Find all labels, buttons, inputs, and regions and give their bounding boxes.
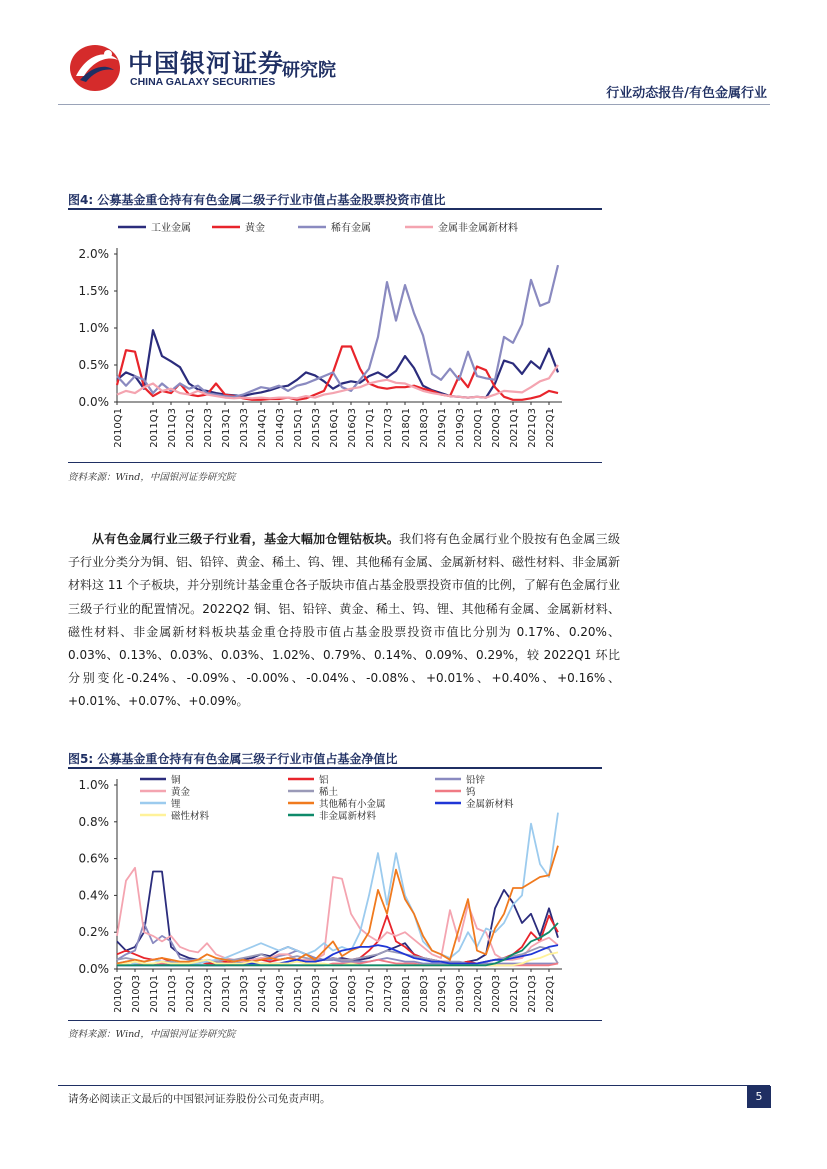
chart0-x-tick-label: 2018Q3 <box>419 408 430 448</box>
chart0-y-tick-label: 2.0% <box>78 247 109 261</box>
chart0-x-tick-label: 2018Q1 <box>401 408 412 448</box>
chart1-y-tick-label: 0.4% <box>78 888 109 903</box>
chart1-legend-label: 黄金 <box>171 787 191 798</box>
chart0-x-tick-label: 2017Q3 <box>383 408 394 448</box>
chart1-x-tick-label: 2017Q3 <box>383 975 394 1013</box>
chart1-x-tick-label: 2013Q3 <box>239 975 250 1013</box>
logo-chinese-name: 中国银河证券 <box>128 49 285 78</box>
chart1-legend-label: 金属新材料 <box>466 799 514 810</box>
chart0-x-tick-label: 2014Q3 <box>275 408 286 448</box>
company-logo <box>68 40 358 100</box>
chart0-x-tick-label: 2015Q3 <box>311 408 322 448</box>
chart0-legend-label: 黄金 <box>245 223 265 234</box>
chart0-x-tick-label: 2019Q3 <box>455 408 466 448</box>
chart0-x-tick-label: 2011Q1 <box>149 408 160 448</box>
chart1-legend-label: 非金属新材料 <box>319 811 377 822</box>
chart1-y-tick-label: 0.6% <box>78 851 109 866</box>
chart0-x-tick-label: 2016Q3 <box>347 408 358 448</box>
chart1-x-tick-label: 2013Q1 <box>221 975 232 1013</box>
chart1-legend-label: 稀土 <box>319 787 339 798</box>
chart1-y-tick-label: 1.0% <box>78 778 109 792</box>
chart1-x-tick-label: 2016Q1 <box>329 975 340 1013</box>
figure4-top-rule <box>68 208 602 210</box>
chart1-legend-label: 铜 <box>171 775 181 786</box>
chart0-x-tick-label: 2021Q3 <box>527 408 538 448</box>
chart1-legend-label: 锂 <box>171 799 181 810</box>
chart0-x-tick-label: 2010Q1 <box>113 408 124 448</box>
chart1-legend-label: 钨 <box>466 787 476 798</box>
chart0-x-tick-label: 2020Q3 <box>491 408 502 448</box>
chart1-x-tick-label: 2022Q1 <box>545 975 556 1013</box>
galaxy-logo-mark <box>68 42 122 94</box>
chart0-legend-label: 金属非金属新材料 <box>438 223 518 234</box>
paragraph-lead: 从有色金属行业三级子行业看，基金大幅加仓锂钴板块。 <box>92 532 400 546</box>
chart0-x-tick-label: 2015Q1 <box>293 408 304 448</box>
chart0-x-tick-label: 2022Q1 <box>545 408 556 448</box>
chart0-x-tick-label: 2012Q1 <box>185 408 196 448</box>
chart1-x-tick-label: 2020Q1 <box>473 975 484 1013</box>
chart1-legend-label: 铝 <box>319 775 329 786</box>
logo-english-name: CHINA GALAXY SECURITIES <box>130 76 276 88</box>
chart1-x-tick-label: 2016Q3 <box>347 975 358 1013</box>
chart0-y-tick-label: 1.5% <box>78 284 109 298</box>
chart1-x-tick-label: 2010Q1 <box>113 975 124 1013</box>
chart1-x-tick-label: 2018Q1 <box>401 975 412 1013</box>
chart0-x-tick-label: 2014Q1 <box>257 408 268 448</box>
chart1-x-tick-label: 2017Q1 <box>365 975 376 1013</box>
figure5-top-rule <box>68 767 602 769</box>
chart1-x-tick-label: 2014Q1 <box>257 975 268 1013</box>
chart0-y-tick-label: 1.0% <box>78 321 109 335</box>
chart0-x-tick-label: 2017Q1 <box>365 408 376 448</box>
chart1-legend-label: 其他稀有小金属 <box>319 799 386 810</box>
figure4-title: 图4: 公募基金重仓持有有色金属二级子行业市值占基金股票投资市值比 <box>68 193 446 207</box>
chart1-x-tick-label: 2011Q1 <box>149 975 160 1013</box>
chart0-legend-label: 稀有金属 <box>331 223 371 234</box>
chart1-x-tick-label: 2011Q3 <box>167 975 178 1013</box>
chart1-y-tick-label: 0.2% <box>78 925 109 940</box>
footer-divider <box>58 1085 770 1086</box>
logo-institute: 研究院 <box>282 60 336 81</box>
chart0-x-tick-label: 2016Q1 <box>329 408 340 448</box>
chart1-x-tick-label: 2021Q3 <box>527 975 538 1013</box>
chart1-x-tick-label: 2012Q1 <box>185 975 196 1013</box>
figure5-title: 图5: 公募基金重仓持有有色金属三级子行业市值占基金净值比 <box>68 752 398 766</box>
chart1-x-tick-label: 2018Q3 <box>419 975 430 1013</box>
chart0-x-tick-label: 2012Q3 <box>203 408 214 448</box>
chart1-y-tick-label: 0.8% <box>78 814 109 829</box>
figure4-source: 资料来源：Wind，中国银河证券研究院 <box>68 472 236 483</box>
header-divider <box>58 104 770 105</box>
paragraph-body: 我们将有色金属行业个股按有色金属三级子行业分类分为铜、铝、铅锌、黄金、稀土、钨、锂、其他稀有金属、金属新材料、磁性材料、非金属新材料这 11 个子板块，并分别统计基金重仓各子版块市值占基金股票投资市值的比例，了解有色金属行业三级子行业的配置情况。2022Q2 铜、铝、铅锌、黄金、稀土、钨、锂、其他稀有金属、金属新材料、磁性材料、非金属新材料板块基金重仓持股市值占基金股票投资市值比分别为 0.17%、0.20%、0.03%、0.13%、0.03%、0.03%、1.02%、0.79%、0.14%、0.09%、0.29%，较 2022Q1 环比分别变化-0.24%、-0.09%、-0.00%、-0.04%、-0.08%、+0.01%、+0.40%、+0.16%、+0.01%、+0.07%、+0.09%。 <box>68 532 621 709</box>
chart1-x-tick-label: 2010Q3 <box>131 975 142 1013</box>
figure5-bottom-rule <box>68 1020 602 1021</box>
chart0-x-tick-label: 2013Q1 <box>221 408 232 448</box>
chart1-legend-label: 铅锌 <box>466 775 486 786</box>
chart1-x-tick-label: 2015Q1 <box>293 975 304 1013</box>
chart1-x-tick-label: 2020Q3 <box>491 975 502 1013</box>
chart0-x-tick-label: 2020Q1 <box>473 408 484 448</box>
chart0-y-tick-label: 0.0% <box>78 395 109 409</box>
body-paragraph <box>68 528 620 714</box>
page-number: 5 <box>747 1086 771 1108</box>
chart0-x-tick-label: 2019Q1 <box>437 408 448 448</box>
figure5-chart <box>60 770 605 1020</box>
chart1-x-tick-label: 2015Q3 <box>311 975 322 1013</box>
chart1-x-tick-label: 2019Q3 <box>455 975 466 1013</box>
chart1-series-line <box>117 813 558 964</box>
chart1-x-tick-label: 2012Q3 <box>203 975 214 1013</box>
chart0-legend-label: 工业金属 <box>151 223 191 234</box>
chart1-y-tick-label: 0.0% <box>78 962 109 976</box>
figure4-chart <box>60 212 605 460</box>
figure4-bottom-rule <box>68 462 602 463</box>
chart0-series-line <box>117 265 558 397</box>
chart0-x-tick-label: 2013Q3 <box>239 408 250 448</box>
chart0-x-tick-label: 2021Q1 <box>509 408 520 448</box>
chart1-legend-label: 磁性材料 <box>171 811 210 822</box>
chart1-x-tick-label: 2021Q1 <box>509 975 520 1013</box>
chart1-x-tick-label: 2019Q1 <box>437 975 448 1013</box>
figure5-source: 资料来源：Wind，中国银河证券研究院 <box>68 1029 236 1040</box>
chart0-y-tick-label: 0.5% <box>78 358 109 372</box>
chart1-x-tick-label: 2014Q3 <box>275 975 286 1013</box>
footer-disclaimer: 请务必阅读正文最后的中国银河证券股份公司免责声明。 <box>68 1093 331 1105</box>
report-type: 行业动态报告/有色金属行业 <box>606 86 767 101</box>
chart0-x-tick-label: 2011Q3 <box>167 408 178 448</box>
